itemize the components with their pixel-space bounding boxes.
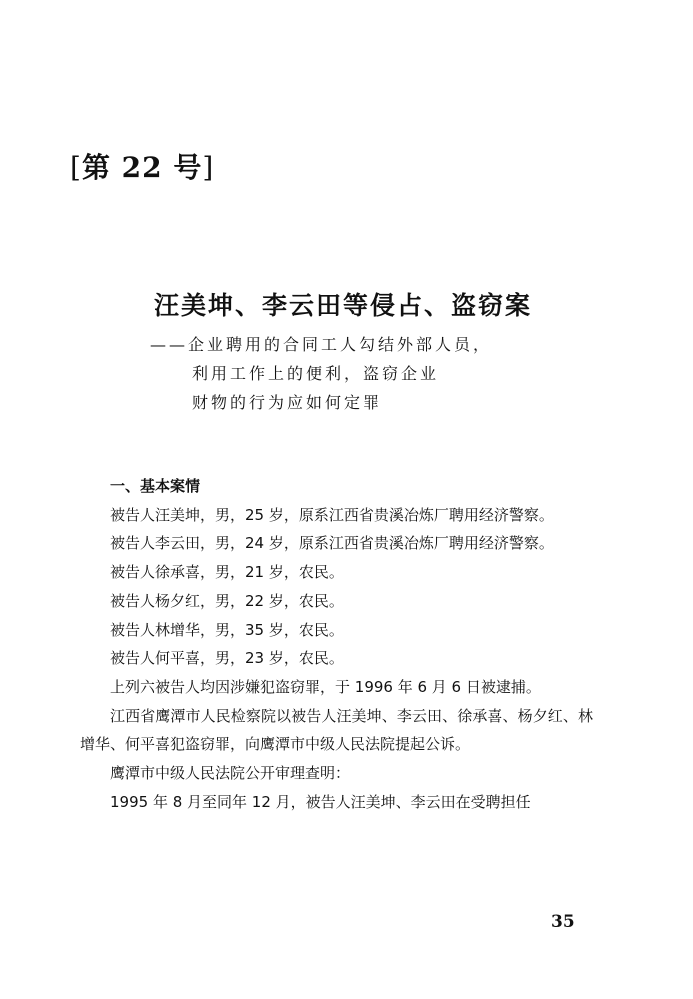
case-number-label: 第 22 号 xyxy=(81,151,203,184)
case-number-open-bracket: [ xyxy=(70,151,82,184)
paragraph: 被告人林增华，男，35 岁，农民。 xyxy=(110,620,344,639)
paragraph: 被告人汪美坤，男，25 岁，原系江西省贵溪冶炼厂聘用经济警察。 xyxy=(110,505,554,524)
case-number-close-bracket: ] xyxy=(202,151,215,184)
paragraph: 被告人杨夕红，男，22 岁，农民。 xyxy=(110,591,344,610)
page-number: 35 xyxy=(551,912,575,932)
body-text xyxy=(80,472,593,816)
case-number xyxy=(70,146,214,186)
paragraph: 被告人何平喜，男，23 岁，农民。 xyxy=(110,649,344,668)
title-block xyxy=(150,286,533,417)
subtitle-line-1: ——企业聘用的合同工人勾结外部人员， xyxy=(150,335,493,354)
case-title: 汪美坤、李云田等侵占、盗窃案 xyxy=(154,291,533,320)
paragraph: 上列六被告人均因涉嫌犯盗窃罪，于 1996 年 6 月 6 日被逮捕。 xyxy=(110,677,541,696)
paragraph: 鹰潭市中级人民法院公开审理查明： xyxy=(110,764,351,783)
case-subtitle xyxy=(150,330,532,417)
section-heading: 一、基本案情 xyxy=(110,477,201,495)
paragraph: 1995 年 8 月至同年 12 月，被告人汪美坤、李云田在受聘担任 xyxy=(110,792,531,811)
paragraph: 被告人徐承喜，男，21 岁，农民。 xyxy=(110,563,344,582)
paragraph: 江西省鹰潭市人民检察院以被告人汪美坤、李云田、徐承喜、杨夕红、林增华、何平喜犯盗窃罪，向鹰潭市中级人民法院提起公诉。 xyxy=(80,706,593,754)
paragraph: 被告人李云田，男，24 岁，原系江西省贵溪冶炼厂聘用经济警察。 xyxy=(110,534,554,553)
subtitle-line-2: 利用工作上的便利，盗窃企业 xyxy=(192,364,440,383)
subtitle-line-3: 财物的行为应如何定罪 xyxy=(192,393,383,412)
